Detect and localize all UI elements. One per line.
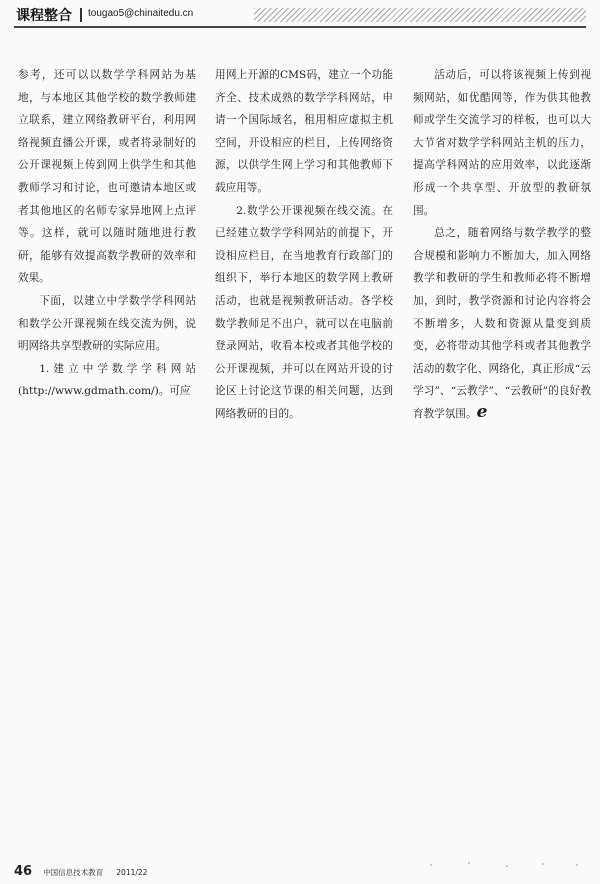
- paragraph: 2.数学公开课视频在线交流。在已经建立数学学科网站的前提下，开设相应栏目，在当地教育行政部门的组织下，举行本地区的数学网上教研活动，也就是视频教研活动。各学校数学教师足不出户，就可以在电脑前登录网站，收看本校或者其他学校的公开课视频，并可以在网站开设的讨论区上讨论这节课的相关问题，达到网络教研的目的。: [215, 204, 393, 420]
- paragraph: 1.建立中学数学学科网站(http://www.gdmath.com/)。可应: [18, 362, 196, 398]
- page-number: 46: [14, 864, 33, 879]
- end-mark-icon: e: [476, 401, 488, 422]
- text-column-2: [215, 64, 393, 426]
- text-column-3: [413, 64, 591, 426]
- page-footer: [14, 860, 147, 879]
- header-separator: [80, 8, 82, 22]
- issue-number: 2011/22: [116, 868, 148, 877]
- section-title: 课程整合: [16, 8, 72, 24]
- journal-name: 中国信息技术教育: [43, 868, 104, 877]
- paragraph: 用网上开源的CMS码，建立一个功能齐全、技术成熟的数学学科网站，申请一个国际域名，租用相应虚拟主机空间，开设相应的栏目，上传网络资源，以供学生网上学习和其他教师下载应用等。: [215, 69, 393, 194]
- footer-dots-decoration: [430, 862, 580, 868]
- header-hatch-decoration: [254, 8, 586, 22]
- text-column-1: [18, 64, 196, 403]
- paragraph-text: 总之，随着网络与数学教学的整合规模和影响力不断加大，加入网络教学和教研的学生和教师必将不断增加，到时，教学资源和讨论内容将会不断增多，人数和资源从量变到质变，必将带动其他学科或者其他教学活动的数字化、网络化，真正形成“云学习”、“云教学”、“云教研”的良好教育教学氛围。: [413, 227, 591, 420]
- paragraph: 参考，还可以以数学学科网站为基地，与本地区其他学校的数学教师建立联系，建立网络教研平台，利用网络视频直播公开课，或者将录制好的公开课视频上传到网上供学生和其他教师学习和讨论，也可邀请本地区或者其他地区的名师专家异地网上点评等。这样，就可以随时随地进行教研，能够有效提高数学教研的效率和效果。: [18, 69, 196, 285]
- paragraph: 下面，以建立中学数学学科网站和数学公开课视频在线交流为例，说明网络共享型教研的实际应用。: [18, 294, 196, 353]
- contact-email: tougao5@chinaitedu.cn: [88, 8, 194, 19]
- paragraph: 活动后，可以将该视频上传到视频网站，如优酷网等，作为供其他教师或学生交流学习的样板，也可以大大节省对数学学科网站主机的压力，提高学科网站的应用效率，以此逐渐形成一个共享型、开放型的教研氛围。: [413, 69, 591, 217]
- paragraph-final: [413, 222, 591, 425]
- page-header: [14, 4, 586, 28]
